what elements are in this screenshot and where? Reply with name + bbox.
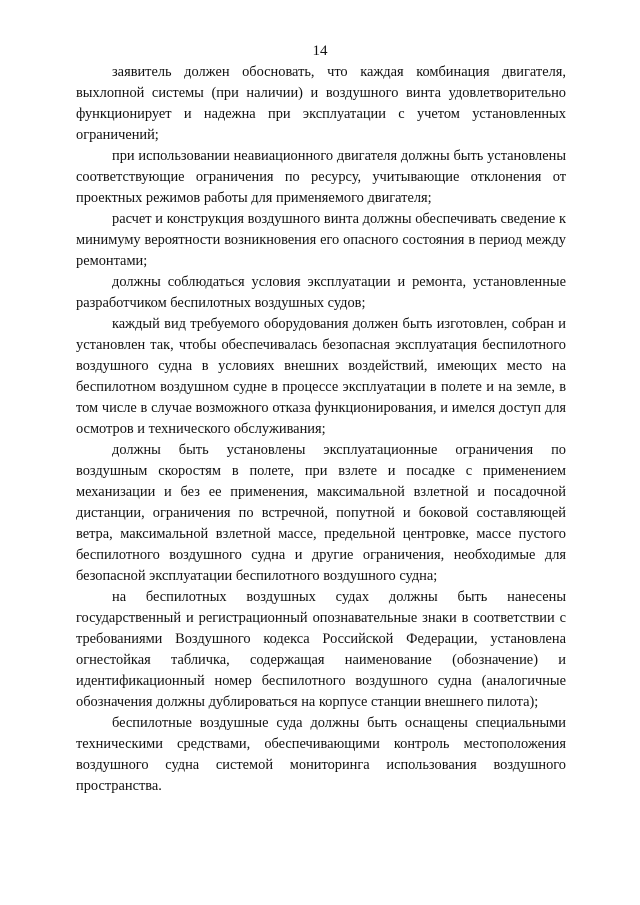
paragraph: каждый вид требуемого оборудования должен быть изготовлен, собран и установлен так, чтобы обеспечивалась безопасная эксплуатация беспилотного воздушного судна в условиях внешних воздействий, имеющих место на беспилотном воздушном судне в процессе эксплуатации в полете и на земле, в том числе в случае возможного отказа функционирования, и имелся доступ для осмотров и технического обслуживания; xyxy=(76,316,566,437)
page-number: 14 xyxy=(312,43,328,59)
paragraph: должны соблюдаться условия эксплуатации и ремонта, установленные разработчиком беспилотных воздушных судов; xyxy=(76,274,566,311)
paragraph: расчет и конструкция воздушного винта должны обеспечивать сведение к минимуму вероятности возникновения его опасного состояния в период между ремонтами; xyxy=(76,211,566,269)
paragraph: беспилотные воздушные суда должны быть оснащены специальными техническими средствами, обеспечивающими контроль местоположения воздушного судна системой мониторинга использования воздушного пространства. xyxy=(76,715,566,794)
paragraph: заявитель должен обосновать, что каждая комбинация двигателя, выхлопной системы (при наличии) и воздушного винта удовлетворительно функционирует и надежна при эксплуатации с учетом установленных ограничений; xyxy=(76,64,566,143)
document-body xyxy=(76,62,566,797)
paragraph: при использовании неавиационного двигателя должны быть установлены соответствующие ограничения по ресурсу, учитывающие отклонения от проектных режимов работы для применяемого двигателя; xyxy=(76,148,566,206)
paragraph: должны быть установлены эксплуатационные ограничения по воздушным скоростям в полете, при взлете и посадке с применением механизации и без ее применения, максимальной взлетной и посадочной дистанции, ограничения по встречной, попутной и боковой составляющей ветра, максимальной взлетной массе, предельной центровке, массе пустого беспилотного воздушного судна и другие ограничения, необходимые для безопасной эксплуатации беспилотного воздушного судна; xyxy=(76,442,566,584)
paragraph: на беспилотных воздушных судах должны быть нанесены государственный и регистрационный опознавательные знаки в соответствии с требованиями Воздушного кодекса Российской Федерации, установлена огнестойкая табличка, содержащая наименование (обозначение) и идентификационный номер беспилотного воздушного судна (аналогичные обозначения должны дублироваться на корпусе станции внешнего пилота); xyxy=(76,589,566,710)
